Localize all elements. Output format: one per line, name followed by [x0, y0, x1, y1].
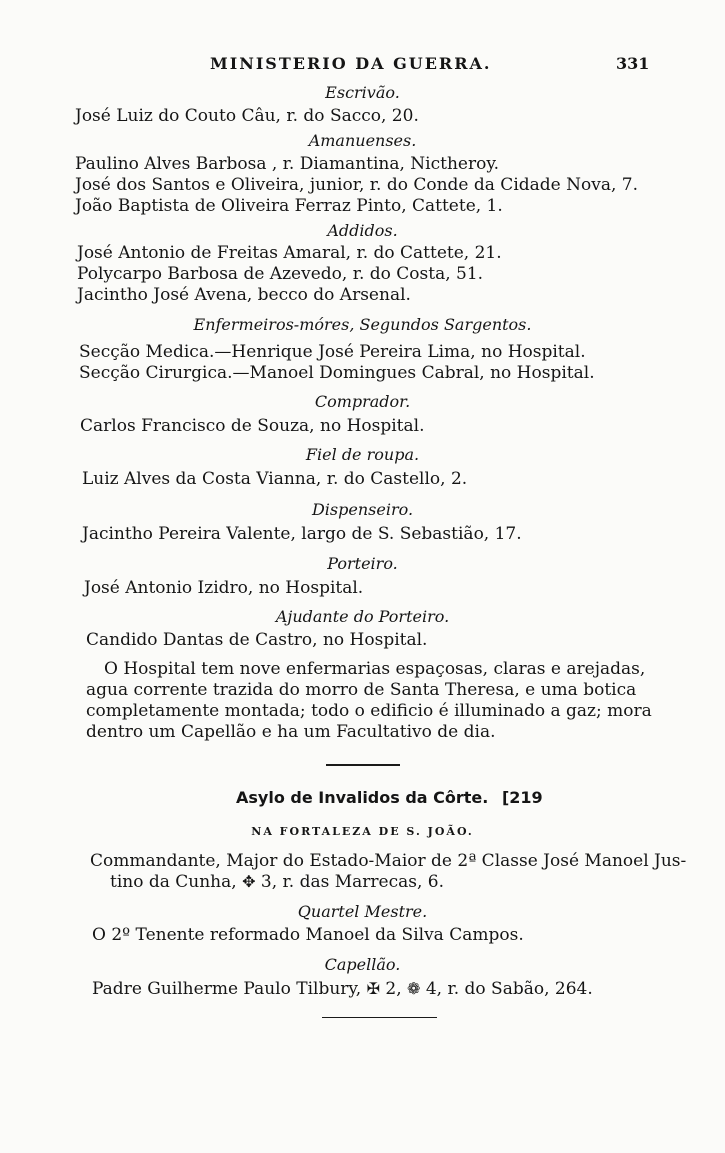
heading-capellao: Capellão. — [324, 955, 401, 974]
heading-fiel: Fiel de roupa. — [305, 445, 420, 464]
entry-line: Carlos Francisco de Souza, no Hospital. — [80, 416, 425, 436]
end-rule — [322, 1017, 437, 1018]
entry-line: José dos Santos e Oliveira, junior, r. do Conde da Cidade Nova, 7. — [75, 175, 638, 195]
page-number: 331 — [616, 54, 650, 73]
entry-line: José Antonio de Freitas Amaral, r. do Cattete, 21. — [77, 243, 502, 263]
paragraph-line: dentro um Capellão e ha um Facultativo de dia. — [86, 722, 496, 742]
heading-porteiro: Porteiro. — [327, 554, 398, 573]
heading-ajudante: Ajudante do Porteiro. — [275, 607, 450, 626]
entry-line: Secção Medica.—Henrique José Pereira Lima, no Hospital. — [79, 342, 586, 362]
padre-text-b: 2, — [385, 979, 402, 999]
entry-line: Luiz Alves da Costa Vianna, r. do Castello, 2. — [82, 469, 468, 489]
commandante-text-a: tino da Cunha, — [110, 872, 237, 892]
heading-quartel-mestre: Quartel Mestre. — [297, 902, 428, 921]
paragraph-line: O Hospital tem nove enfermarias espaçosas, claras e arejadas, — [104, 659, 646, 679]
entry-line: Polycarpo Barbosa de Azevedo, r. do Costa, 51. — [77, 264, 484, 284]
paragraph-line: agua corrente trazida do morro de Santa Theresa, e uma botica — [86, 680, 637, 700]
commandante-line-2 — [110, 872, 444, 892]
asylo-subtitle: NA FORTALEZA DE S. JOÃO. — [251, 825, 474, 838]
entry-line: Jacintho Pereira Valente, largo de S. Sebastião, 17. — [82, 524, 522, 544]
rose-order-icon: ❁ — [407, 979, 421, 998]
heading-escrivao: Escrivão. — [325, 83, 400, 102]
heading-enfermeiros: Enfermeiros-móres, Segundos Sargentos. — [193, 315, 532, 334]
entry-line: José Antonio Izidro, no Hospital. — [84, 578, 364, 598]
asylo-title-text: Asylo de Invalidos da Côrte. — [236, 788, 489, 807]
heading-amanuenses: Amanuenses. — [308, 131, 417, 150]
entry-line: Paulino Alves Barbosa , r. Diamantina, Nictheroy. — [75, 154, 500, 174]
entry-line: Jacintho José Avena, becco do Arsenal. — [77, 285, 411, 305]
asylo-ref: [219 — [501, 788, 543, 807]
order-cross-icon: ✥ — [242, 872, 256, 891]
entry-line: Candido Dantas de Castro, no Hospital. — [86, 630, 428, 650]
commandante-line: Commandante, Major do Estado-Maior de 2ª Classe José Manoel Jus- — [90, 851, 687, 871]
commandante-text-b: 3, r. das Marrecas, 6. — [260, 872, 444, 892]
padre-line — [92, 979, 593, 999]
paragraph-line: completamente montada; todo o edificio é illuminado a gaz; mora — [86, 701, 652, 721]
entry-line: José Luiz do Couto Câu, r. do Sacco, 20. — [75, 106, 419, 126]
entry-line: Secção Cirurgica.—Manoel Domingues Cabral, no Hospital. — [79, 363, 595, 383]
heading-addidos: Addidos. — [327, 221, 398, 240]
entry-line: João Baptista de Oliveira Ferraz Pinto, Cattete, 1. — [75, 196, 503, 216]
padre-text-c: 4, r. do Sabão, 264. — [425, 979, 593, 999]
heading-dispenseiro: Dispenseiro. — [311, 500, 414, 519]
entry-line: O 2º Tenente reformado Manoel da Silva Campos. — [92, 925, 524, 945]
maltese-cross-icon: ✠ — [366, 979, 380, 998]
asylo-title — [236, 788, 543, 807]
padre-text-a: Padre Guilherme Paulo Tilbury, — [92, 979, 362, 999]
running-header: MINISTERIO DA GUERRA. — [210, 54, 492, 73]
section-divider — [326, 764, 400, 766]
heading-comprador: Comprador. — [314, 392, 411, 411]
